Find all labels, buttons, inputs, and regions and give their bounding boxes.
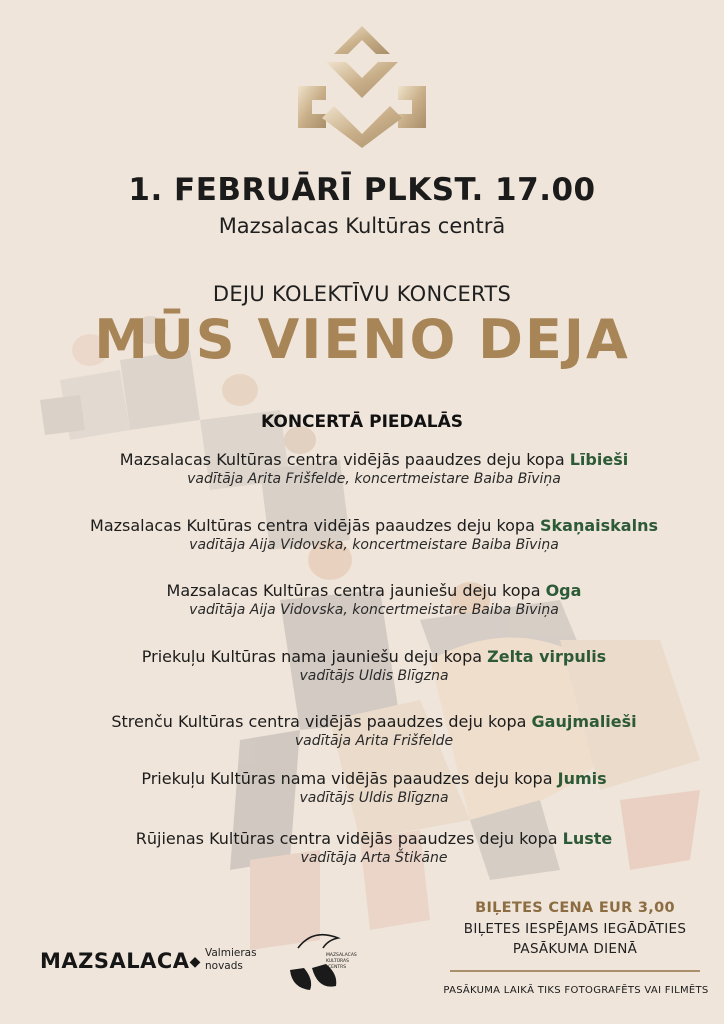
performer-description: Mazsalacas Kultūras centra vidējās paaudzes deju kopa <box>119 450 570 469</box>
event-subtitle: DEJU KOLEKTĪVU KONCERTS <box>212 282 512 306</box>
mazsalaca-logo-text: MAZSALACA <box>40 949 190 973</box>
performer-description: Priekuļu Kultūras nama jauniešu deju kopa <box>141 647 488 666</box>
performer-item <box>0 828 724 867</box>
ticket-info-line-2: PASĀKUMA DIENĀ <box>512 941 638 957</box>
performer-description: Mazsalacas Kultūras centra vidējās paaudzes deju kopa <box>90 516 540 535</box>
performer-group-name: Oga <box>545 581 582 600</box>
tickets-info <box>440 900 710 959</box>
performer-item <box>0 449 724 488</box>
performer-group-name: Skaņaiskalns <box>539 516 658 535</box>
divider <box>450 970 700 972</box>
region-line-2: novads <box>205 960 243 972</box>
performer-group-name: Gaujmalieši <box>531 712 637 731</box>
performer-leaders: vadītājs Uldis Blīgzna <box>299 668 449 684</box>
performer-leaders: vadītāja Aija Vidovska, koncertmeistare Baiba Bīviņa <box>189 537 559 553</box>
logo-dot: ◆ <box>189 954 201 970</box>
performer-leaders: vadītājs Uldis Blīgzna <box>299 790 449 806</box>
filming-notice: PASĀKUMA LAIKĀ TIKS FOTOGRAFĒTS VAI FILMĒTS <box>443 985 709 996</box>
ticket-price: BIĻETES CENA EUR 3,00 <box>475 900 675 916</box>
event-venue: Mazsalacas Kultūras centrā <box>218 214 506 238</box>
performer-group-name: Lībieši <box>569 450 629 469</box>
culture-center-logo <box>278 918 358 998</box>
performer-group-name: Luste <box>562 829 613 848</box>
performer-leaders: vadītāja Arita Frišfelde <box>294 733 454 749</box>
ticket-info-line-1: BIĻETES IESPĒJAMS IEGĀDĀTIES <box>463 921 687 937</box>
center-logo-line-2: KULTŪRAS <box>326 959 349 964</box>
event-title: MŪS VIENO DEJA <box>94 308 630 371</box>
latvian-ornament-emblem <box>290 22 434 150</box>
performer-group-name: Zelta virpulis <box>487 647 607 666</box>
performer-leaders: vadītāja Arta Štikāne <box>300 850 448 866</box>
performer-description: Mazsalacas Kultūras centra jauniešu deju kopa <box>166 581 546 600</box>
event-date-time: 1. FEBRUĀRĪ PLKST. 17.00 <box>128 172 596 208</box>
performer-item <box>0 515 724 554</box>
center-logo-line-3: CENTRS <box>328 965 347 970</box>
performer-leaders: vadītāja Aija Vidovska, koncertmeistare Baiba Bīviņa <box>189 602 559 618</box>
performer-leaders: vadītāja Arita Frišfelde, koncertmeistare Baiba Bīviņa <box>187 471 561 487</box>
region-label <box>205 947 257 973</box>
performer-description: Strenču Kultūras centra vidējās paaudzes deju kopa <box>111 712 532 731</box>
performer-item <box>0 580 724 619</box>
performer-item <box>0 711 724 750</box>
region-line-1: Valmieras <box>205 947 257 959</box>
center-logo-line-1: MAZSALACAS <box>326 953 357 958</box>
performer-description: Priekuļu Kultūras nama vidējās paaudzes deju kopa <box>141 769 558 788</box>
performer-description: Rūjienas Kultūras centra vidējās paaudzes deju kopa <box>135 829 563 848</box>
performer-item <box>0 768 724 807</box>
performer-group-name: Jumis <box>557 769 607 788</box>
performer-item <box>0 646 724 685</box>
mazsalaca-logo <box>40 949 201 973</box>
performers-heading: KONCERTĀ PIEDALĀS <box>260 412 464 432</box>
